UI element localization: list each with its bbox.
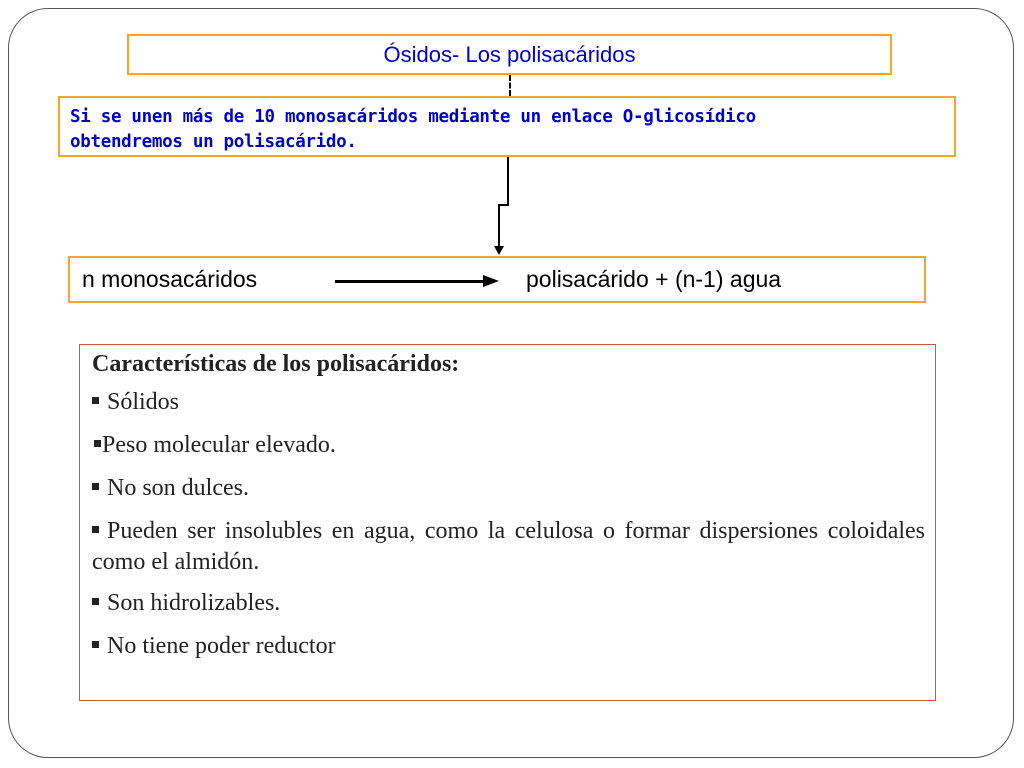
square-bullet-icon — [92, 526, 99, 533]
arrowhead-icon — [494, 246, 504, 255]
characteristics-box — [79, 344, 936, 701]
equation-reactant: n monosacáridos — [82, 266, 258, 292]
list-item: Pueden ser insolubles en agua, como la celulosa o formar dispersiones coloidales como el almidón. — [92, 518, 925, 575]
equation-box — [68, 256, 926, 303]
connector-title-to-definition — [509, 75, 511, 96]
definition-line-1: Si se unen más de 10 monosacáridos mediante un enlace O-glicosídico — [70, 107, 756, 127]
square-bullet-icon — [92, 483, 99, 490]
definition-box — [58, 96, 956, 157]
title-box — [127, 34, 892, 75]
reaction-arrow-icon — [335, 280, 485, 283]
slide-title: Ósidos- Los polisacáridos — [383, 41, 636, 67]
square-bullet-icon — [94, 440, 101, 447]
square-bullet-icon — [92, 598, 99, 605]
list-item: Sólidos — [92, 387, 925, 418]
list-item: No son dulces. — [92, 473, 925, 504]
list-item: Peso molecular elevado. — [92, 430, 925, 461]
list-item: No tiene poder reductor — [92, 631, 925, 662]
square-bullet-icon — [92, 397, 99, 404]
characteristics-heading: Características de los polisacáridos: — [92, 351, 460, 377]
equation-products: polisacárido + (n-1) agua — [526, 266, 782, 292]
list-item: Son hidrolizables. — [92, 588, 925, 619]
square-bullet-icon — [92, 641, 99, 648]
definition-line-2: obtendremos un polisacárido. — [70, 132, 357, 152]
